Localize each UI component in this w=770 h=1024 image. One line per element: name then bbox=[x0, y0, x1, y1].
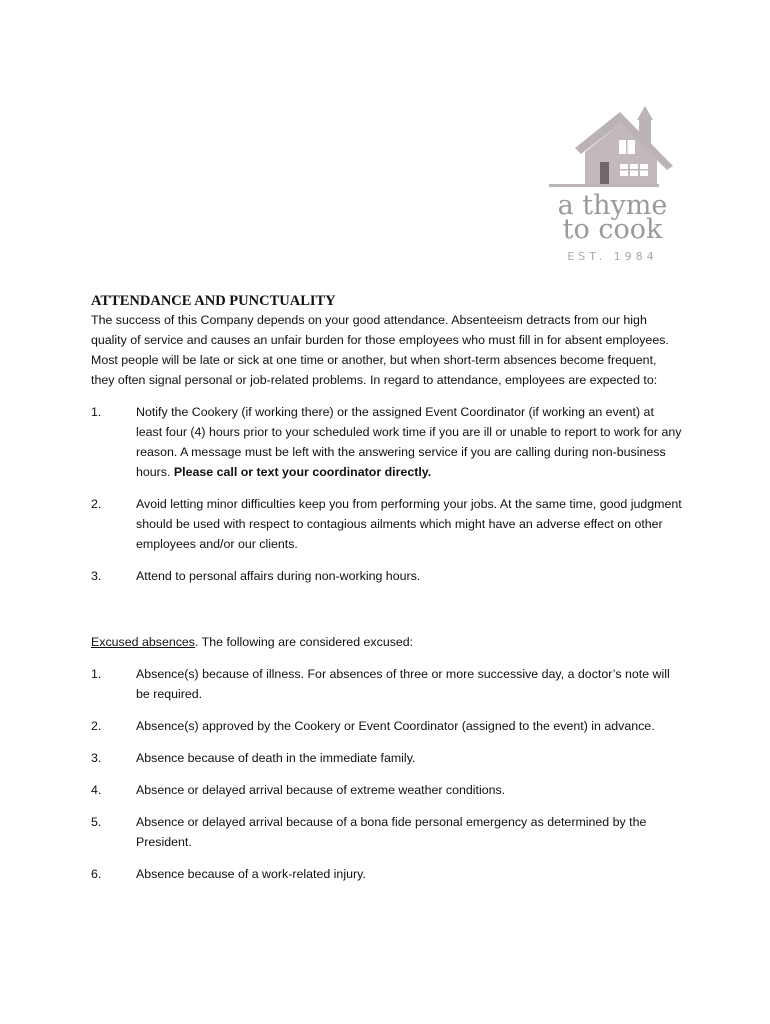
list-item-text: Absence(s) approved by the Cookery or Event Coordinator (assigned to the event) in advance. bbox=[136, 719, 655, 733]
list-item-body: Notify the Cookery (if working there) or the assigned Event Coordinator (if working an event) at least four (4) hours prior to your scheduled work time if you are ill or unable to report to work for any reason. A message must be left with the answering service if you are calling during non-business hours. bbox=[136, 405, 682, 479]
logo-established: EST. 1984 bbox=[567, 250, 658, 263]
list-number: 1. bbox=[91, 405, 102, 419]
list-item-text: Absence or delayed arrival because of a bona fide personal emergency as determined by the President. bbox=[136, 815, 647, 849]
list-item-text: Absence because of a work-related injury. bbox=[136, 867, 366, 881]
bold-instruction: Please call or text your coordinator directly. bbox=[173, 465, 432, 479]
logo-text-line1: a thyme bbox=[557, 190, 668, 221]
excused-intro-text: . The following are considered excused: bbox=[195, 635, 414, 649]
expectations-list bbox=[91, 402, 691, 586]
list-number: 3. bbox=[91, 751, 102, 765]
list-item-text: Absence(s) because of illness. For absences of three or more successive day, a doctor’s note will be required. bbox=[136, 667, 670, 701]
list-item bbox=[91, 566, 691, 586]
document-body bbox=[91, 292, 691, 884]
list-item-text bbox=[136, 402, 682, 482]
list-number: 4. bbox=[91, 783, 102, 797]
list-item bbox=[91, 812, 691, 852]
intro-paragraph: The success of this Company depends on your good attendance. Absenteeism detracts from our high quality of service and causes an unfair burden for those employees who must fill in for absent employees. Most people will be late or sick at one time or another, but when short-term absences become frequent, they often signal personal or job-related problems. In regard to attendance, employees are expected to: bbox=[91, 313, 669, 387]
list-number: 6. bbox=[91, 867, 102, 881]
list-number: 3. bbox=[91, 569, 102, 583]
excused-heading: Excused absences bbox=[91, 635, 196, 649]
list-item bbox=[91, 494, 691, 554]
list-number: 2. bbox=[91, 497, 102, 511]
list-item bbox=[91, 780, 691, 800]
list-item bbox=[91, 402, 691, 482]
list-item-text: Absence because of death in the immediate family. bbox=[136, 751, 416, 765]
list-number: 5. bbox=[91, 815, 102, 829]
list-item bbox=[91, 716, 691, 736]
excused-list bbox=[91, 664, 691, 884]
company-logo bbox=[545, 100, 680, 270]
list-item bbox=[91, 664, 691, 704]
list-item-text: Attend to personal affairs during non-working hours. bbox=[136, 569, 421, 583]
list-number: 1. bbox=[91, 667, 102, 681]
house-icon bbox=[545, 100, 680, 195]
list-number: 2. bbox=[91, 719, 102, 733]
list-item-text: Avoid letting minor difficulties keep you from performing your jobs. At the same time, good judgment should be used with respect to contagious ailments which might have an adverse effect on other employees and/or our clients. bbox=[136, 497, 682, 551]
page-title: ATTENDANCE AND PUNCTUALITY bbox=[91, 293, 336, 309]
list-item bbox=[91, 864, 691, 884]
list-item bbox=[91, 748, 691, 768]
logo-text-line2: to cook bbox=[562, 214, 663, 245]
excused-intro bbox=[91, 632, 691, 652]
list-item-text: Absence or delayed arrival because of extreme weather conditions. bbox=[136, 783, 506, 797]
